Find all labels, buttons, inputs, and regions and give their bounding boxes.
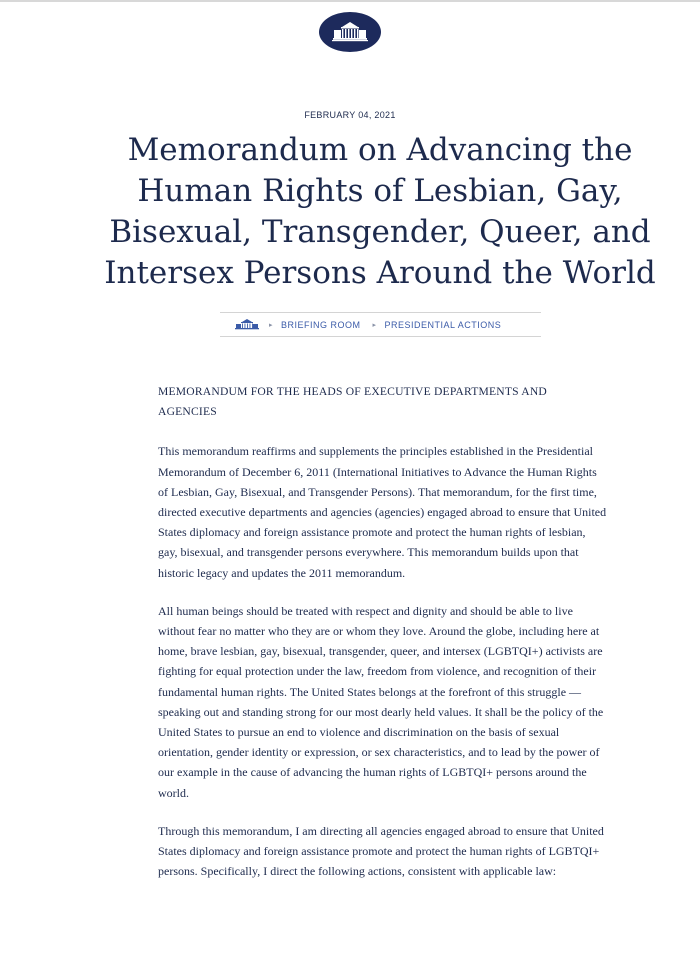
page-title: Memorandum on Advancing the Human Rights of Lesbian, Gay, Bisexual, Transgender, Queer, and Intersex Persons Around the World	[104, 132, 656, 291]
chevron-right-icon: ▸	[372, 321, 377, 329]
memo-paragraph: All human beings should be treated with respect and dignity and should be able to live without fear no matter who they are or whom they love. Around the globe, including here at home, brave lesbian, gay, bisexual, transgender, queer, and intersex (LGBTQI+) activists are fighting for equal protection under the law, freedom from violence, and recognition of their fundamental human rights. The United States belongs at the forefront of this struggle — speaking out and standing strong for our most dearly held values. It shall be the policy of the United States to pursue an end to violence and discrimination on the basis of sexual orientation, gender identity or expression, or sex characteristics, and to lead by the power of our example in the cause of advancing the human rights of LGBTQI+ persons around the world.	[158, 603, 604, 800]
white-house-icon	[235, 319, 259, 330]
publish-date: FEBRUARY 04, 2021	[304, 110, 396, 120]
breadcrumb-home[interactable]	[235, 319, 259, 330]
memo-heading: MEMORANDUM FOR THE HEADS OF EXECUTIVE DEPARTMENTS AND AGENCIES	[158, 385, 547, 419]
memo-body	[158, 382, 608, 899]
top-border	[0, 0, 700, 2]
white-house-icon	[329, 19, 371, 45]
breadcrumb	[220, 312, 541, 337]
breadcrumb-briefing-room[interactable]: BRIEFING ROOM	[281, 319, 361, 330]
chevron-right-icon: ▸	[269, 321, 274, 329]
white-house-logo[interactable]	[319, 12, 381, 52]
breadcrumb-presidential-actions[interactable]: PRESIDENTIAL ACTIONS	[384, 319, 502, 330]
memo-paragraph: Through this memorandum, I am directing all agencies engaged abroad to ensure that United States diplomacy and foreign assistance promote and protect the human rights of LGBTQI+ persons. Specifically, I direct the following actions, consistent with applicable law:	[158, 823, 604, 879]
memo-paragraph: This memorandum reaffirms and supplements the principles established in the Presidential Memorandum of December 6, 2011 (International Initiatives to Advance the Human Rights of Lesbian, Gay, Bisexual, and Transgender Persons). That memorandum, for the first time, directed executive departments and agencies (agencies) engaged abroad to ensure that United States diplomacy and foreign assistance promote and protect the human rights of lesbian, gay, bisexual, and transgender persons everywhere. This memorandum builds upon that historic legacy and updates the 2011 memorandum.	[158, 444, 607, 580]
